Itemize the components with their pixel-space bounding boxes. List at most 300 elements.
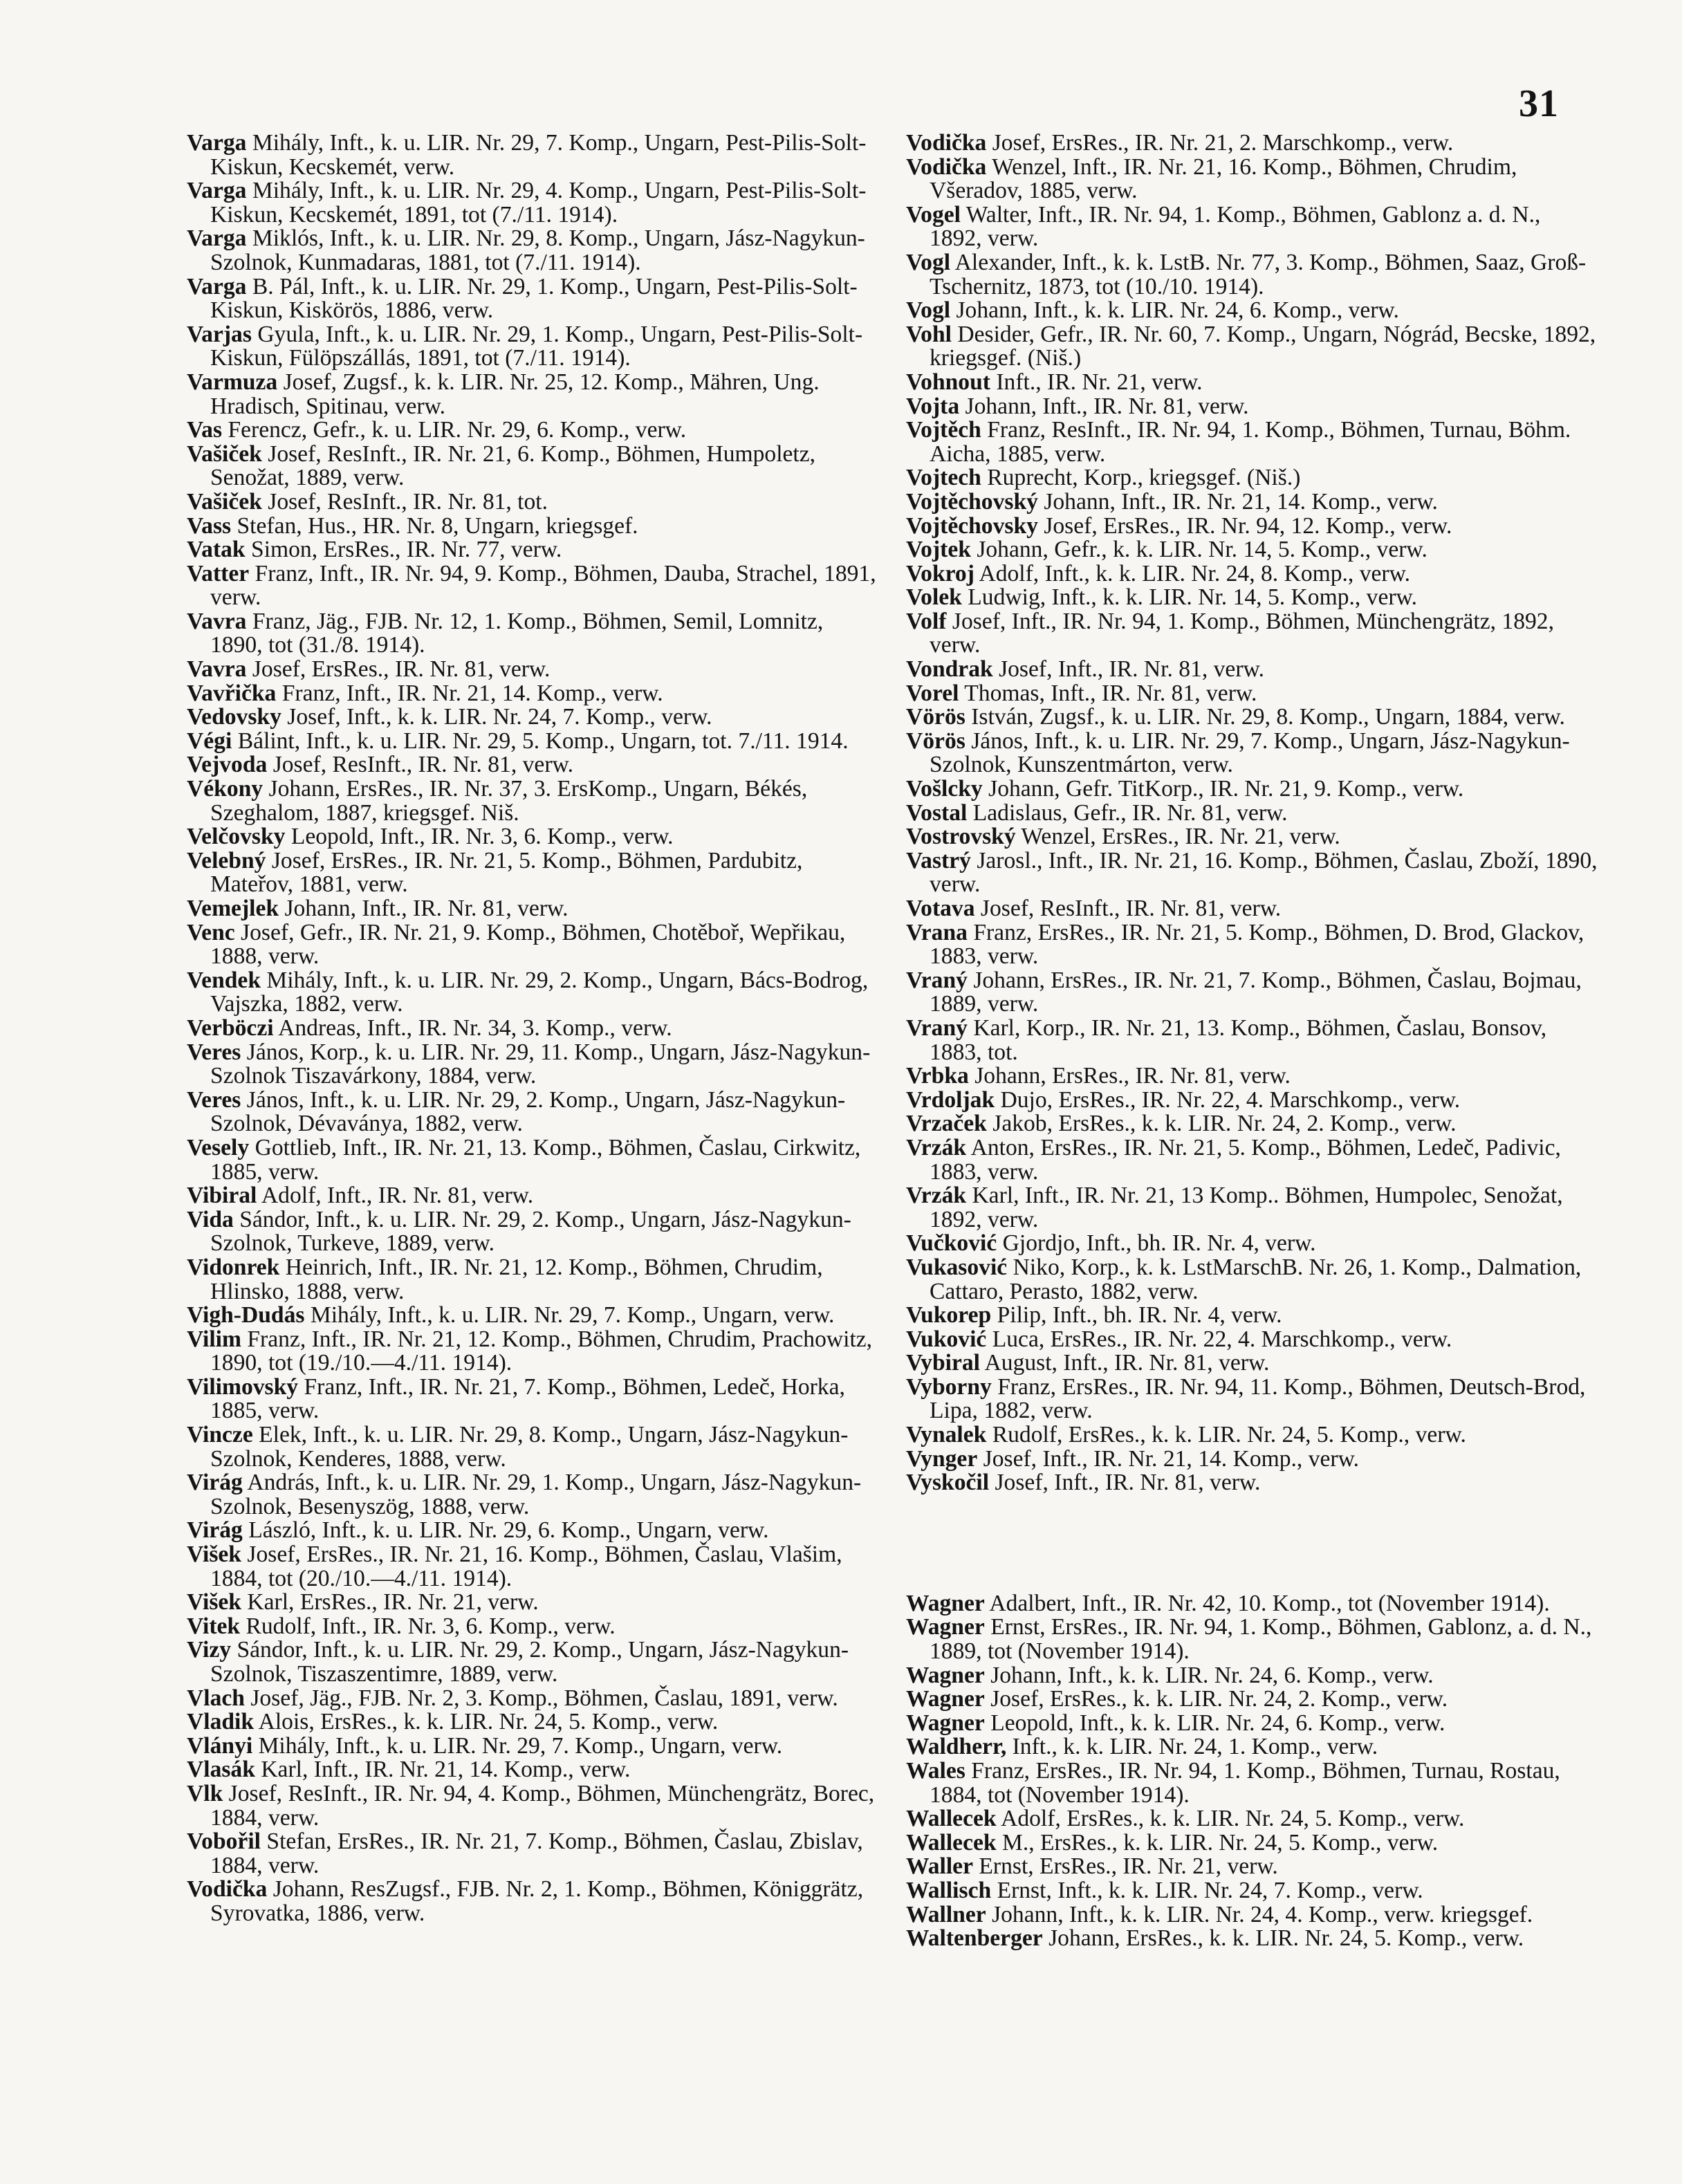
entry-surname: Vastrý [906, 847, 971, 873]
entry-detail: Karl, Korp., IR. Nr. 21, 13. Komp., Böhmen, Časlau, Bonsov, 1883, tot. [930, 1015, 1547, 1065]
left-column [187, 131, 878, 1926]
list-entry [906, 1471, 1598, 1495]
entry-surname: Vilimovský [187, 1373, 299, 1400]
entry-surname: Vitek [187, 1613, 241, 1639]
entry-detail: Ladislaus, Gefr., IR. Nr. 81, verw. [972, 799, 1288, 826]
entry-detail: Josef, ErsRes., IR. Nr. 21, 5. Komp., Böhmen, Pardubitz, Mateřov, 1881, verw. [210, 847, 803, 898]
entry-surname: Varjas [187, 321, 252, 347]
entry-surname: Vojtěch [906, 417, 981, 443]
entry-surname: Vogl [906, 249, 951, 275]
entry-detail: Josef, ResInft., IR. Nr. 81, tot. [268, 488, 548, 515]
entry-detail: Franz, ResInft., IR. Nr. 94, 1. Komp., Böhmen, Turnau, Böhm. Aicha, 1885, verw. [930, 417, 1571, 467]
list-entry [906, 418, 1598, 466]
entry-detail: Rudolf, Inft., IR. Nr. 3, 6. Komp., verw. [246, 1613, 616, 1639]
entry-detail: Johann, Gefr., k. k. LIR. Nr. 14, 5. Komp., verw. [977, 537, 1427, 563]
entry-surname: Vejvoda [187, 752, 268, 778]
entry-surname: Venc [187, 919, 235, 945]
list-entry [906, 730, 1598, 777]
entry-surname: Varga [187, 130, 247, 156]
list-entry [906, 131, 1598, 156]
list-entry [906, 1112, 1598, 1136]
entry-detail: Simon, ErsRes., IR. Nr. 77, verw. [251, 537, 562, 563]
list-entry [906, 156, 1598, 203]
entry-detail: Mihály, Inft., k. u. LIR. Nr. 29, 7. Komp., Ungarn, verw. [258, 1732, 783, 1759]
entry-surname: Vlach [187, 1685, 245, 1711]
list-entry [187, 730, 878, 754]
list-entry [906, 371, 1598, 395]
entry-surname: Verböczi [187, 1015, 274, 1041]
entry-surname: Vrdoljak [906, 1086, 995, 1113]
entry-detail: Adalbert, Inft., IR. Nr. 42, 10. Komp., tot (November 1914). [989, 1590, 1550, 1616]
entry-surname: Wagner [906, 1686, 985, 1712]
list-entry [906, 1664, 1598, 1688]
entry-surname: Vynalek [906, 1422, 987, 1448]
list-entry [906, 705, 1598, 730]
entry-detail: Leopold, Inft., IR. Nr. 3, 6. Komp., verw. [290, 824, 674, 850]
entry-surname: Vendek [187, 967, 261, 993]
list-entry [906, 610, 1598, 658]
entry-surname: Vučković [906, 1230, 997, 1257]
list-entry [906, 1351, 1598, 1376]
entry-detail: Elek, Inft., k. u. LIR. Nr. 29, 8. Komp., Ungarn, Jász-Nagykun-Szolnok, Kenderes, 1888, verw. [210, 1422, 849, 1472]
list-entry [187, 538, 878, 562]
list-entry [906, 1712, 1598, 1736]
list-entry [906, 799, 1598, 826]
entry-surname: Vostrovský [906, 824, 1016, 850]
list-entry [187, 1543, 878, 1591]
list-entry [187, 1086, 878, 1137]
list-entry [906, 1447, 1598, 1472]
entry-surname: Vokroj [906, 560, 974, 586]
entry-surname: Varga [187, 225, 247, 252]
entry-detail: Ludwig, Inft., k. k. LIR. Nr. 14, 5. Komp., verw. [968, 584, 1418, 611]
entry-surname: Vodička [187, 1876, 268, 1903]
entry-detail: Josef, ResInft., IR. Nr. 81, verw. [980, 896, 1282, 921]
entry-surname: Vavra [187, 608, 247, 634]
entry-surname: Vorel [906, 680, 959, 706]
entry-surname: Waldherr, [906, 1734, 1007, 1760]
entry-detail: Ernst, Inft., k. k. LIR. Nr. 24, 7. Komp., verw. [997, 1877, 1423, 1903]
entry-surname: Vohl [906, 321, 952, 347]
entry-surname: Vékony [187, 776, 264, 802]
entry-detail: András, Inft., k. u. LIR. Nr. 29, 1. Komp., Ungarn, Jász-Nagykun-Szolnok, Besenyszög, 1888, verw. [210, 1470, 862, 1519]
list-entry [187, 512, 878, 539]
entry-detail: János, Korp., k. u. LIR. Nr. 29, 11. Komp., Ungarn, Jász-Nagykun-Szolnok Tiszavárkony, 1884, verw. [210, 1039, 871, 1089]
entry-surname: Vojtech [906, 465, 981, 491]
entry-detail: István, Zugsf., k. u. LIR. Nr. 29, 8. Komp., Ungarn, 1884, verw. [971, 704, 1565, 730]
entry-surname: Wallner [906, 1901, 986, 1927]
entry-detail: Josef, Inft., IR. Nr. 81, verw. [995, 1470, 1261, 1496]
entry-surname: Vojtěchovsky [906, 512, 1038, 539]
entry-surname: Vyskočil [906, 1470, 990, 1496]
list-entry [187, 1710, 878, 1734]
entry-surname: Votava [906, 896, 975, 921]
list-entry [187, 490, 878, 515]
list-entry [906, 1086, 1598, 1113]
entry-surname: Wagner [906, 1662, 985, 1688]
entry-surname: Vidonrek [187, 1254, 280, 1280]
entry-detail: Johann, Inft., k. k. LIR. Nr. 24, 4. Komp., verw. kriegsgef. [992, 1901, 1533, 1927]
entry-surname: Vuković [906, 1326, 987, 1352]
list-entry [187, 1041, 878, 1089]
entry-surname: Vesely [187, 1134, 250, 1160]
list-entry [187, 610, 878, 658]
entry-detail: Josef, ErsRes., k. k. LIR. Nr. 24, 2. Komp., verw. [990, 1686, 1448, 1712]
entry-detail: Alexander, Inft., k. k. LstB. Nr. 77, 3. Komp., Böhmen, Saaz, Groß-Tschernitz, 1873, tot (10./10. 1914). [930, 249, 1587, 299]
entry-surname: Vemejlek [187, 896, 279, 921]
entry-surname: Wallecek [906, 1829, 997, 1856]
entry-surname: Vošlcky [906, 776, 983, 802]
entry-detail: János, Inft., k. u. LIR. Nr. 29, 2. Komp., Ungarn, Jász-Nagykun-Szolnok, Dévaványa, 1882, verw. [210, 1086, 846, 1137]
entry-surname: Vynger [906, 1445, 978, 1472]
entry-detail: Franz, ErsRes., IR. Nr. 94, 11. Komp., Böhmen, Deutsch-Brod, Lipa, 1882, verw. [930, 1373, 1586, 1424]
list-entry [187, 1758, 878, 1782]
list-entry [187, 1471, 878, 1519]
entry-surname: Vida [187, 1206, 234, 1232]
entry-detail: Rudolf, ErsRes., k. k. LIR. Nr. 24, 5. Komp., verw. [992, 1422, 1466, 1448]
entry-detail: Mihály, Inft., k. u. LIR. Nr. 29, 7. Komp., Ungarn, verw. [310, 1302, 835, 1329]
entry-detail: Bálint, Inft., k. u. LIR. Nr. 29, 5. Komp., Ungarn, tot. 7./11. 1914. [237, 728, 849, 754]
list-entry [187, 227, 878, 275]
entry-detail: Alois, ErsRes., k. k. LIR. Nr. 24, 5. Komp., verw. [258, 1709, 719, 1735]
entry-surname: Vigh-Dudás [187, 1302, 305, 1329]
list-entry [187, 1184, 878, 1208]
entry-surname: Vojta [906, 393, 960, 419]
entry-detail: Franz, Inft., IR. Nr. 21, 12. Komp., Böhmen, Chrudim, Prachowitz, 1890, tot (19./10.—4./11. 1914). [210, 1326, 873, 1376]
entry-surname: Vlk [187, 1780, 223, 1806]
list-entry [187, 777, 878, 825]
entry-surname: Višek [187, 1542, 241, 1568]
entry-detail: Johann, Inft., k. k. LIR. Nr. 24, 6. Komp., verw. [956, 297, 1399, 324]
entry-surname: Wallisch [906, 1877, 992, 1903]
entry-detail: Johann, ErsRes., IR. Nr. 21, 7. Komp., Böhmen, Časlau, Bojmau, 1889, verw. [930, 967, 1582, 1017]
entry-surname: Wagner [906, 1710, 985, 1736]
entry-detail: Johann, ErsRes., k. k. LIR. Nr. 24, 5. Komp., verw. [1048, 1925, 1524, 1952]
entry-detail: Josef, ErsRes., IR. Nr. 21, 2. Marschkomp., verw. [992, 130, 1454, 156]
entry-detail: Franz, ErsRes., IR. Nr. 94, 1. Komp., Böhmen, Turnau, Rostau, 1884, tot (November 1914). [930, 1758, 1560, 1808]
entry-surname: Vyborny [906, 1373, 992, 1400]
entry-detail: M., ErsRes., k. k. LIR. Nr. 24, 5. Komp., verw. [1001, 1829, 1439, 1856]
list-entry [906, 1759, 1598, 1807]
entry-detail: Ernst, ErsRes., IR. Nr. 21, verw. [979, 1853, 1278, 1880]
list-entry [906, 825, 1598, 849]
entry-surname: Volf [906, 608, 947, 634]
entry-detail: Stefan, ErsRes., IR. Nr. 21, 7. Komp., Böhmen, Časlau, Zbislav, 1884, verw. [210, 1829, 863, 1878]
entry-surname: Velčovsky [187, 824, 286, 850]
list-entry [906, 1831, 1598, 1856]
entry-detail: Josef, Inft., IR. Nr. 81, verw. [999, 656, 1264, 683]
entry-surname: Vladik [187, 1709, 255, 1735]
entry-surname: Vas [187, 417, 223, 443]
entry-surname: Vatak [187, 537, 246, 563]
entry-detail: Heinrich, Inft., IR. Nr. 21, 12. Komp., Böhmen, Chrudim, Hlinsko, 1888, verw. [210, 1254, 823, 1304]
list-entry [187, 275, 878, 323]
entry-surname: Varmuza [187, 369, 278, 395]
list-entry [906, 323, 1598, 371]
list-entry [906, 1064, 1598, 1089]
entry-detail: Ferencz, Gefr., k. u. LIR. Nr. 29, 6. Komp., verw. [228, 417, 687, 443]
list-entry [906, 1017, 1598, 1064]
list-entry [906, 1256, 1598, 1304]
list-entry [187, 825, 878, 849]
entry-surname: Vukorep [906, 1302, 992, 1329]
entry-surname: Vraný [906, 967, 968, 993]
list-entry [187, 921, 878, 969]
entry-detail: Miklós, Inft., k. u. LIR. Nr. 29, 8. Komp., Ungarn, Jász-Nagykun-Szolnok, Kunmadaras, 1881, tot (7./11. 1914). [210, 225, 865, 275]
entry-surname: Vörös [906, 728, 965, 754]
entry-surname: Vostal [906, 799, 968, 826]
list-entry [906, 1373, 1598, 1424]
entry-surname: Vodička [906, 130, 987, 156]
entry-surname: Vilim [187, 1326, 241, 1352]
entry-surname: Waltenberger [906, 1925, 1043, 1952]
entry-detail: Mihály, Inft., k. u. LIR. Nr. 29, 2. Komp., Ungarn, Bács-Bodrog, Vajszka, 1882, verw. [210, 967, 869, 1017]
entry-detail: Anton, ErsRes., IR. Nr. 21, 5. Komp., Böhmen, Ledeč, Padivic, 1883, verw. [930, 1134, 1561, 1185]
entry-surname: Varga [187, 178, 247, 204]
list-entry [187, 562, 878, 610]
entry-detail: Josef, Inft., k. k. LIR. Nr. 24, 7. Komp., verw. [287, 704, 712, 730]
entry-detail: Ernst, ErsRes., IR. Nr. 94, 1. Komp., Böhmen, Gablonz, a. d. N., 1889, tot (November 1914). [930, 1614, 1592, 1665]
entry-detail: Adolf, Inft., IR. Nr. 81, verw. [261, 1183, 534, 1209]
list-entry [906, 299, 1598, 323]
list-entry [187, 131, 878, 179]
list-entry [187, 1782, 878, 1830]
list-entry [906, 1807, 1598, 1831]
entry-detail: Josef, Gefr., IR. Nr. 21, 9. Komp., Böhmen, Chotěboř, Wepřikau, 1888, verw. [210, 919, 846, 970]
entry-surname: Vogl [906, 297, 951, 324]
entry-detail: Josef, Zugsf., k. k. LIR. Nr. 25, 12. Komp., Mähren, Ung. Hradisch, Spitinau, verw. [210, 369, 820, 419]
entry-surname: Volek [906, 584, 962, 611]
list-entry [906, 1903, 1598, 1927]
list-entry [906, 586, 1598, 610]
entry-surname: Vlasák [187, 1757, 255, 1783]
entry-detail: Karl, Inft., IR. Nr. 21, 13 Komp.. Böhmen, Humpolec, Senožat, 1892, verw. [930, 1183, 1563, 1232]
entry-surname: Vibiral [187, 1183, 257, 1209]
list-entry [906, 777, 1598, 802]
entry-detail: Franz, ErsRes., IR. Nr. 21, 5. Komp., Böhmen, D. Brod, Glackov, 1883, verw. [930, 919, 1584, 970]
entry-surname: Vraný [906, 1015, 968, 1041]
entry-surname: Vrzák [906, 1183, 967, 1209]
list-entry [187, 371, 878, 418]
list-entry [187, 1373, 878, 1424]
list-entry [187, 753, 878, 777]
entry-detail: Josef, ErsRes., IR. Nr. 21, 16. Komp., Böhmen, Časlau, Vlašim, 1884, tot (20./10.—4./11. 1914). [210, 1542, 842, 1591]
list-entry [187, 179, 878, 227]
entry-surname: Vojtek [906, 537, 971, 563]
entry-detail: Johann, ErsRes., IR. Nr. 81, verw. [974, 1063, 1291, 1089]
entry-detail: Niko, Korp., k. k. LstMarschB. Nr. 26, 1. Komp., Dalmation, Cattaro, Perasto, 1882, verw. [930, 1254, 1582, 1304]
list-entry [906, 1927, 1598, 1951]
entry-surname: Vrana [906, 919, 968, 945]
entry-detail: Ruprecht, Korp., kriegsgef. (Niš.) [987, 465, 1301, 491]
list-entry [906, 1423, 1598, 1447]
right-column [906, 131, 1598, 1951]
entry-surname: Veres [187, 1086, 241, 1113]
list-entry [187, 418, 878, 443]
list-entry [906, 1687, 1598, 1712]
list-entry [187, 969, 878, 1017]
entry-surname: Virág [187, 1470, 243, 1496]
list-entry [906, 203, 1598, 251]
entry-surname: Wales [906, 1758, 965, 1784]
list-entry [906, 490, 1598, 515]
entry-surname: Vrbka [906, 1063, 969, 1089]
list-entry [187, 682, 878, 706]
list-entry [906, 512, 1598, 539]
entry-detail: Gyula, Inft., k. u. LIR. Nr. 29, 1. Komp., Ungarn, Pest-Pilis-Solt-Kiskun, Fülöpszállás, 1891, tot (7./11. 1914). [210, 321, 863, 371]
list-entry [187, 897, 878, 921]
list-entry [906, 897, 1598, 921]
entry-detail: Josef, Inft., IR. Nr. 21, 14. Komp., verw. [983, 1445, 1360, 1472]
entry-detail: Josef, Inft., IR. Nr. 94, 1. Komp., Böhmen, Münchengrätz, 1892, verw. [930, 608, 1554, 658]
list-entry [906, 1616, 1598, 1663]
list-entry [187, 658, 878, 682]
entry-surname: Wagner [906, 1614, 985, 1640]
entry-detail: Franz, Inft., IR. Nr. 94, 9. Komp., Böhmen, Dauba, Strachel, 1891, verw. [210, 560, 876, 611]
entry-surname: Vrzaček [906, 1111, 987, 1137]
list-entry [906, 538, 1598, 562]
list-entry [906, 1879, 1598, 1903]
entry-detail: Sándor, Inft., k. u. LIR. Nr. 29, 2. Komp., Ungarn, Jász-Nagykun-Szolnok, Turkeve, 1889, verw. [210, 1206, 851, 1257]
list-entry [906, 1328, 1598, 1352]
list-entry [187, 1328, 878, 1376]
entry-detail: Josef, ResInft., IR. Nr. 94, 4. Komp., Böhmen, Münchengrätz, Borec, 1884, verw. [210, 1780, 875, 1831]
entry-detail: Josef, Jäg., FJB. Nr. 2, 3. Komp., Böhmen, Časlau, 1891, verw. [250, 1685, 838, 1711]
entry-surname: Vass [187, 512, 232, 539]
entry-detail: B. Pál, Inft., k. u. LIR. Nr. 29, 1. Komp., Ungarn, Pest-Pilis-Solt-Kiskun, Kiskörös, 1886, verw. [210, 273, 858, 324]
list-entry [906, 395, 1598, 419]
list-entry [906, 1184, 1598, 1232]
entry-detail: László, Inft., k. u. LIR. Nr. 29, 6. Komp., Ungarn, verw. [248, 1517, 769, 1544]
entry-detail: Jakob, ErsRes., k. k. LIR. Nr. 24, 2. Komp., verw. [992, 1111, 1457, 1137]
list-entry [906, 658, 1598, 682]
list-entry [906, 251, 1598, 299]
entry-detail: Wenzel, Inft., IR. Nr. 21, 16. Komp., Böhmen, Chrudim, Všeradov, 1885, verw. [930, 154, 1517, 204]
list-entry [187, 849, 878, 897]
entry-detail: Franz, Inft., IR. Nr. 21, 7. Komp., Böhmen, Ledeč, Horka, 1885, verw. [210, 1373, 845, 1424]
list-entry [187, 1734, 878, 1759]
list-entry [906, 1592, 1598, 1616]
list-entry [906, 969, 1598, 1017]
entry-detail: János, Inft., k. u. LIR. Nr. 29, 7. Komp., Ungarn, Jász-Nagykun-Szolnok, Kunszentmárton, verw. [930, 728, 1570, 778]
entry-surname: Vukasović [906, 1254, 1008, 1280]
entry-detail: Johann, ResZugsf., FJB. Nr. 2, 1. Komp., Böhmen, Königgrätz, Syrovatka, 1886, verw. [210, 1876, 864, 1926]
entry-surname: Vavřička [187, 680, 277, 706]
entry-surname: Velebný [187, 847, 266, 873]
list-entry [187, 1638, 878, 1686]
entry-surname: Vatter [187, 560, 250, 586]
section-gap [906, 1495, 1598, 1592]
entry-surname: Varga [187, 273, 247, 299]
entry-surname: Vohnout [906, 369, 990, 395]
list-entry [187, 1017, 878, 1041]
entry-detail: Gottlieb, Inft., IR. Nr. 21, 13. Komp., Böhmen, Časlau, Cirkwitz, 1885, verw. [210, 1134, 861, 1185]
entry-detail: August, Inft., IR. Nr. 81, verw. [984, 1350, 1270, 1376]
entry-detail: Johann, Inft., IR. Nr. 81, verw. [965, 393, 1249, 419]
list-entry [906, 466, 1598, 490]
entry-detail: Wenzel, ErsRes., IR. Nr. 21, verw. [1021, 824, 1340, 850]
entry-surname: Virág [187, 1517, 243, 1544]
entry-surname: Végi [187, 728, 232, 754]
entry-surname: Vavra [187, 656, 247, 683]
entry-detail: Franz, Jäg., FJB. Nr. 12, 1. Komp., Böhmen, Semil, Lomnitz, 1890, tot (31./8. 1914). [210, 608, 824, 658]
entry-detail: Mihály, Inft., k. u. LIR. Nr. 29, 7. Komp., Ungarn, Pest-Pilis-Solt-Kiskun, Kecskemét, verw. [210, 130, 867, 180]
entry-surname: Vizy [187, 1637, 232, 1663]
entry-surname: Wagner [906, 1590, 985, 1616]
entry-surname: Vogel [906, 201, 961, 228]
list-entry [906, 682, 1598, 706]
entry-detail: Luca, ErsRes., IR. Nr. 22, 4. Marschkomp., verw. [992, 1326, 1452, 1352]
list-entry [906, 921, 1598, 969]
list-entry [906, 1855, 1598, 1879]
list-entry [906, 849, 1598, 897]
list-entry [906, 1304, 1598, 1328]
entry-surname: Vobořil [187, 1829, 261, 1855]
entry-detail: Johann, ErsRes., IR. Nr. 37, 3. ErsKomp., Ungarn, Békés, Szeghalom, 1887, kriegsgef. Niš. [210, 776, 808, 826]
entry-detail: Karl, Inft., IR. Nr. 21, 14. Komp., verw. [261, 1757, 631, 1783]
list-entry [187, 1423, 878, 1471]
page-number: 31 [1519, 82, 1559, 125]
entry-detail: Adolf, Inft., k. k. LIR. Nr. 24, 8. Komp., verw. [979, 560, 1411, 586]
entry-detail: Thomas, Inft., IR. Nr. 81, verw. [964, 680, 1257, 706]
list-entry [187, 1878, 878, 1925]
list-entry [906, 1136, 1598, 1184]
entry-surname: Wallecek [906, 1806, 997, 1832]
entry-surname: Veres [187, 1039, 241, 1065]
entry-detail: Stefan, Hus., HR. Nr. 8, Ungarn, kriegsgef. [237, 512, 638, 539]
list-entry [906, 562, 1598, 586]
entry-surname: Vojtěchovský [906, 488, 1038, 515]
entry-surname: Waller [906, 1853, 973, 1880]
entry-detail: Johann, Inft., k. k. LIR. Nr. 24, 6. Komp., verw. [990, 1662, 1434, 1688]
list-entry [187, 1687, 878, 1711]
entry-detail: Walter, Inft., IR. Nr. 94, 1. Komp., Böhmen, Gablonz a. d. N., 1892, verw. [930, 201, 1541, 252]
entry-detail: Pilip, Inft., bh. IR. Nr. 4, verw. [997, 1302, 1282, 1329]
entry-surname: Vybiral [906, 1350, 980, 1376]
list-entry [187, 323, 878, 371]
list-entry [187, 1830, 878, 1878]
entry-detail: Johann, Gefr. TitKorp., IR. Nr. 21, 9. Komp., verw. [988, 776, 1464, 802]
entry-surname: Vodička [906, 154, 987, 180]
entry-detail: Franz, Inft., IR. Nr. 21, 14. Komp., verw. [281, 680, 663, 706]
entry-surname: Vrzák [906, 1134, 967, 1160]
list-entry [187, 1591, 878, 1615]
list-entry [187, 1208, 878, 1256]
entry-surname: Vincze [187, 1422, 253, 1448]
entry-detail: Johann, Inft., IR. Nr. 81, verw. [284, 896, 569, 921]
entry-surname: Vlányi [187, 1732, 253, 1759]
list-entry [906, 1735, 1598, 1759]
entry-surname: Vašiček [187, 441, 262, 467]
list-entry [187, 1304, 878, 1328]
entry-detail: Dujo, ErsRes., IR. Nr. 22, 4. Marschkomp., verw. [1000, 1086, 1461, 1113]
entry-surname: Vondrak [906, 656, 993, 683]
list-entry [187, 1256, 878, 1304]
list-entry [187, 705, 878, 730]
entry-detail: Andreas, Inft., IR. Nr. 34, 3. Komp., verw. [278, 1015, 672, 1041]
list-entry [187, 1136, 878, 1184]
entry-detail: Adolf, ErsRes., k. k. LIR. Nr. 24, 5. Komp., verw. [1001, 1806, 1465, 1832]
entry-detail: Josef, ResInft., IR. Nr. 81, verw. [272, 752, 573, 778]
entry-detail: Josef, ResInft., IR. Nr. 21, 6. Komp., Böhmen, Humpoletz, Senožat, 1889, verw. [210, 441, 816, 491]
entry-detail: Josef, ErsRes., IR. Nr. 94, 12. Komp., verw. [1044, 512, 1452, 539]
entry-detail: Desider, Gefr., IR. Nr. 60, 7. Komp., Ungarn, Nógrád, Becske, 1892, kriegsgef. (Niš.) [930, 321, 1596, 371]
entry-surname: Vedovsky [187, 704, 281, 730]
entry-surname: Vörös [906, 704, 965, 730]
entry-detail: Karl, ErsRes., IR. Nr. 21, verw. [247, 1589, 539, 1616]
list-entry [187, 443, 878, 490]
entry-detail: Leopold, Inft., k. k. LIR. Nr. 24, 6. Komp., verw. [990, 1710, 1445, 1736]
